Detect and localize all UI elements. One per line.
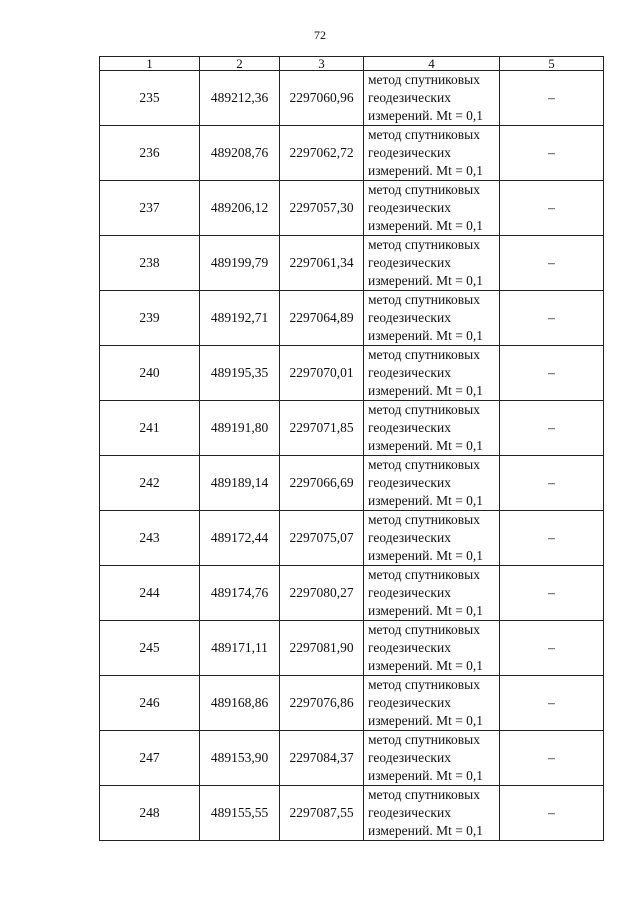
method-cell: [364, 566, 500, 621]
point-number-cell: 244: [100, 566, 200, 621]
method-line: метод спутниковых: [368, 237, 480, 252]
x-coordinate-cell: 489174,76: [200, 566, 280, 621]
point-number-cell: 236: [100, 126, 200, 181]
x-coordinate-cell: 489191,80: [200, 401, 280, 456]
table-header: [100, 57, 604, 71]
x-coordinate-cell: 489192,71: [200, 291, 280, 346]
method-line: метод спутниковых: [368, 127, 480, 142]
method-cell: [364, 401, 500, 456]
method-line: измерений. Mt = 0,1: [368, 658, 484, 673]
method-line: геодезических: [368, 365, 451, 380]
method-line: метод спутниковых: [368, 402, 480, 417]
method-line: геодезических: [368, 255, 451, 270]
method-cell: [364, 71, 500, 126]
table-row: [100, 566, 604, 621]
y-coordinate-cell: 2297076,86: [280, 676, 364, 731]
table-row: [100, 621, 604, 676]
method-line: измерений. Mt = 0,1: [368, 163, 484, 178]
method-line: измерений. Mt = 0,1: [368, 823, 484, 838]
method-line: метод спутниковых: [368, 457, 480, 472]
y-coordinate-cell: 2297084,37: [280, 731, 364, 786]
y-coordinate-cell: 2297071,85: [280, 401, 364, 456]
table-row: [100, 511, 604, 566]
method-line: геодезических: [368, 475, 451, 490]
method-line: измерений. Mt = 0,1: [368, 328, 484, 343]
point-number-cell: 243: [100, 511, 200, 566]
note-cell: –: [500, 71, 604, 126]
table-row: [100, 236, 604, 291]
x-coordinate-cell: 489199,79: [200, 236, 280, 291]
note-cell: –: [500, 566, 604, 621]
x-coordinate-cell: 489208,76: [200, 126, 280, 181]
table-row: [100, 676, 604, 731]
method-cell: [364, 731, 500, 786]
method-line: измерений. Mt = 0,1: [368, 383, 484, 398]
header-col-4: 4: [364, 57, 500, 71]
point-number-cell: 238: [100, 236, 200, 291]
table-row: [100, 291, 604, 346]
method-line: измерений. Mt = 0,1: [368, 548, 484, 563]
method-line: геодезических: [368, 805, 451, 820]
header-col-1: 1: [100, 57, 200, 71]
table-row: [100, 731, 604, 786]
method-cell: [364, 291, 500, 346]
method-line: геодезических: [368, 695, 451, 710]
note-cell: –: [500, 621, 604, 676]
y-coordinate-cell: 2297062,72: [280, 126, 364, 181]
method-line: метод спутниковых: [368, 347, 480, 362]
method-line: геодезических: [368, 200, 451, 215]
method-line: метод спутниковых: [368, 732, 480, 747]
point-number-cell: 237: [100, 181, 200, 236]
method-line: метод спутниковых: [368, 677, 480, 692]
y-coordinate-cell: 2297066,69: [280, 456, 364, 511]
method-line: измерений. Mt = 0,1: [368, 603, 484, 618]
point-number-cell: 247: [100, 731, 200, 786]
note-cell: –: [500, 126, 604, 181]
method-line: измерений. Mt = 0,1: [368, 108, 484, 123]
coordinates-table: [99, 56, 604, 841]
note-cell: –: [500, 511, 604, 566]
y-coordinate-cell: 2297057,30: [280, 181, 364, 236]
table-row: [100, 346, 604, 401]
y-coordinate-cell: 2297075,07: [280, 511, 364, 566]
method-line: метод спутниковых: [368, 292, 480, 307]
header-col-3: 3: [280, 57, 364, 71]
method-cell: [364, 456, 500, 511]
method-line: метод спутниковых: [368, 622, 480, 637]
method-line: метод спутниковых: [368, 512, 480, 527]
point-number-cell: 239: [100, 291, 200, 346]
note-cell: –: [500, 786, 604, 841]
x-coordinate-cell: 489206,12: [200, 181, 280, 236]
y-coordinate-cell: 2297087,55: [280, 786, 364, 841]
header-col-2: 2: [200, 57, 280, 71]
x-coordinate-cell: 489195,35: [200, 346, 280, 401]
method-cell: [364, 126, 500, 181]
point-number-cell: 248: [100, 786, 200, 841]
method-line: геодезических: [368, 750, 451, 765]
method-line: измерений. Mt = 0,1: [368, 768, 484, 783]
point-number-cell: 241: [100, 401, 200, 456]
note-cell: –: [500, 291, 604, 346]
method-line: метод спутниковых: [368, 567, 480, 582]
table-row: [100, 181, 604, 236]
header-col-5: 5: [500, 57, 604, 71]
method-line: геодезических: [368, 310, 451, 325]
method-line: геодезических: [368, 90, 451, 105]
y-coordinate-cell: 2297064,89: [280, 291, 364, 346]
table-body: [100, 71, 604, 841]
x-coordinate-cell: 489168,86: [200, 676, 280, 731]
table-row: [100, 401, 604, 456]
header-row: [100, 57, 604, 71]
x-coordinate-cell: 489189,14: [200, 456, 280, 511]
method-line: измерений. Mt = 0,1: [368, 713, 484, 728]
method-line: измерений. Mt = 0,1: [368, 493, 484, 508]
method-cell: [364, 181, 500, 236]
note-cell: –: [500, 236, 604, 291]
method-cell: [364, 676, 500, 731]
method-line: метод спутниковых: [368, 787, 480, 802]
x-coordinate-cell: 489172,44: [200, 511, 280, 566]
method-line: измерений. Mt = 0,1: [368, 273, 484, 288]
table-row: [100, 456, 604, 511]
point-number-cell: 240: [100, 346, 200, 401]
y-coordinate-cell: 2297060,96: [280, 71, 364, 126]
page-number: 72: [314, 28, 326, 42]
method-line: геодезических: [368, 640, 451, 655]
method-line: геодезических: [368, 585, 451, 600]
note-cell: –: [500, 676, 604, 731]
y-coordinate-cell: 2297070,01: [280, 346, 364, 401]
note-cell: –: [500, 181, 604, 236]
method-line: измерений. Mt = 0,1: [368, 218, 484, 233]
method-cell: [364, 511, 500, 566]
method-cell: [364, 621, 500, 676]
table-row: [100, 126, 604, 181]
method-cell: [364, 346, 500, 401]
table-row: [100, 71, 604, 126]
point-number-cell: 242: [100, 456, 200, 511]
note-cell: –: [500, 731, 604, 786]
x-coordinate-cell: 489155,55: [200, 786, 280, 841]
point-number-cell: 245: [100, 621, 200, 676]
table-row: [100, 786, 604, 841]
note-cell: –: [500, 456, 604, 511]
note-cell: –: [500, 401, 604, 456]
note-cell: –: [500, 346, 604, 401]
method-line: метод спутниковых: [368, 72, 480, 87]
x-coordinate-cell: 489153,90: [200, 731, 280, 786]
method-line: геодезических: [368, 145, 451, 160]
point-number-cell: 235: [100, 71, 200, 126]
method-line: измерений. Mt = 0,1: [368, 438, 484, 453]
method-line: метод спутниковых: [368, 182, 480, 197]
x-coordinate-cell: 489171,11: [200, 621, 280, 676]
method-line: геодезических: [368, 530, 451, 545]
point-number-cell: 246: [100, 676, 200, 731]
method-line: геодезических: [368, 420, 451, 435]
y-coordinate-cell: 2297080,27: [280, 566, 364, 621]
y-coordinate-cell: 2297061,34: [280, 236, 364, 291]
x-coordinate-cell: 489212,36: [200, 71, 280, 126]
method-cell: [364, 236, 500, 291]
y-coordinate-cell: 2297081,90: [280, 621, 364, 676]
method-cell: [364, 786, 500, 841]
